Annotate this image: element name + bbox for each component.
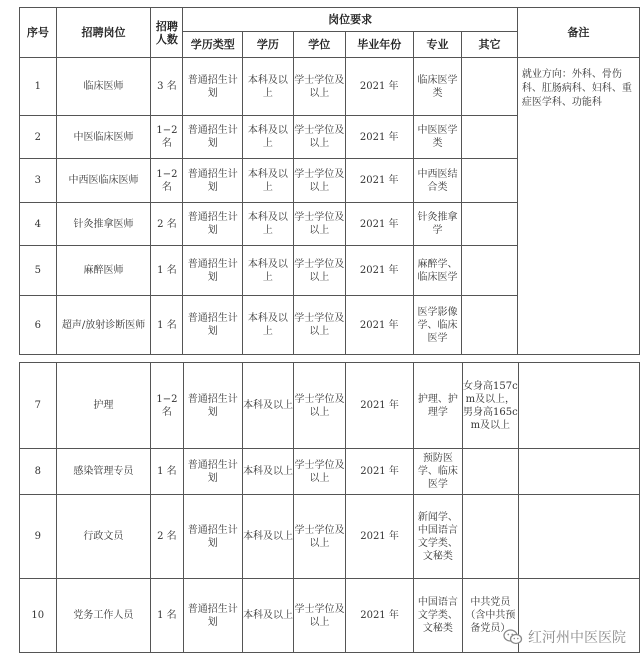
cell-position: 中西医临床医师 <box>56 159 151 203</box>
cell-grad-year: 2021 年 <box>345 203 413 246</box>
cell-grad-year: 2021 年 <box>345 579 413 653</box>
cell-seq: 9 <box>20 495 57 579</box>
cell-seq: 8 <box>20 449 57 495</box>
cell-seq: 4 <box>20 203 57 246</box>
header-degree: 学位 <box>293 32 345 58</box>
cell-education: 本科及以上 <box>242 203 293 246</box>
cell-education: 本科及以上 <box>242 246 293 296</box>
cell-edu-type: 普通招生计划 <box>183 296 242 355</box>
cell-count: 2 名 <box>151 495 183 579</box>
cell-position: 党务工作人员 <box>56 579 151 653</box>
cell-edu-type: 普通招生计划 <box>183 159 242 203</box>
cell-seq: 7 <box>20 363 57 449</box>
cell-edu-type: 普通招生计划 <box>183 363 243 449</box>
cell-degree: 学士学位及以上 <box>293 296 345 355</box>
cell-major: 临床医学类 <box>413 58 462 116</box>
recruitment-table-part1 <box>19 7 640 355</box>
cell-seq: 5 <box>20 246 57 296</box>
cell-edu-type: 普通招生计划 <box>183 495 243 579</box>
remarks-empty <box>518 363 639 449</box>
cell-seq: 3 <box>20 159 57 203</box>
header-education: 学历 <box>242 32 293 58</box>
cell-grad-year: 2021 年 <box>345 58 413 116</box>
cell-major: 新闻学、中国语言文学类、文秘类 <box>414 495 463 579</box>
cell-degree: 学士学位及以上 <box>294 495 346 579</box>
table-row <box>20 363 640 449</box>
watermark-text: 红河州中医医院 <box>528 630 626 646</box>
cell-count: 1 名 <box>151 449 183 495</box>
remarks-empty <box>518 495 639 579</box>
cell-major: 预防医学、临床医学 <box>414 449 463 495</box>
cell-position: 中医临床医师 <box>56 116 151 159</box>
cell-count: 2 名 <box>151 203 183 246</box>
cell-count: 1−2 名 <box>151 116 183 159</box>
cell-count: 3 名 <box>151 58 183 116</box>
cell-education: 本科及以上 <box>243 449 294 495</box>
header-remarks: 备注 <box>517 8 639 58</box>
cell-other <box>462 449 518 495</box>
cell-seq: 10 <box>20 579 57 653</box>
cell-degree: 学士学位及以上 <box>293 58 345 116</box>
cell-other <box>462 495 518 579</box>
table-row <box>20 449 640 495</box>
cell-major: 中医医学类 <box>413 116 462 159</box>
cell-position: 感染管理专员 <box>56 449 151 495</box>
table-row <box>20 58 640 116</box>
recruitment-table-part2 <box>19 362 640 653</box>
cell-edu-type: 普通招生计划 <box>183 203 242 246</box>
header-requirements: 岗位要求 <box>183 8 517 32</box>
cell-other <box>462 203 518 246</box>
cell-major: 麻醉学、临床医学 <box>413 246 462 296</box>
cell-grad-year: 2021 年 <box>345 495 413 579</box>
cell-major: 中国语言文学类、文秘类 <box>414 579 463 653</box>
cell-education: 本科及以上 <box>243 363 294 449</box>
cell-other <box>462 58 518 116</box>
cell-education: 本科及以上 <box>242 116 293 159</box>
cell-degree: 学士学位及以上 <box>293 116 345 159</box>
cell-other <box>462 159 518 203</box>
cell-other <box>462 296 518 355</box>
cell-grad-year: 2021 年 <box>345 116 413 159</box>
cell-seq: 1 <box>20 58 57 116</box>
cell-count: 1−2 名 <box>151 159 183 203</box>
cell-other <box>462 246 518 296</box>
cell-grad-year: 2021 年 <box>345 449 413 495</box>
table-row <box>20 495 640 579</box>
cell-edu-type: 普通招生计划 <box>183 116 242 159</box>
cell-position: 超声/放射诊断医师 <box>56 296 151 355</box>
cell-position: 针灸推拿医师 <box>56 203 151 246</box>
cell-count: 1 名 <box>151 579 183 653</box>
header-grad-year: 毕业年份 <box>345 32 413 58</box>
cell-seq: 2 <box>20 116 57 159</box>
cell-other <box>462 116 518 159</box>
cell-seq: 6 <box>20 296 57 355</box>
header-major: 专业 <box>413 32 462 58</box>
cell-degree: 学士学位及以上 <box>293 203 345 246</box>
cell-other: 女身高157cm及以上，男身高165cm及以上 <box>462 363 518 449</box>
cell-education: 本科及以上 <box>243 495 294 579</box>
cell-major: 针灸推拿学 <box>413 203 462 246</box>
header-edu-type: 学历类型 <box>183 32 242 58</box>
cell-major: 中西医结合类 <box>413 159 462 203</box>
cell-grad-year: 2021 年 <box>345 159 413 203</box>
cell-position: 护理 <box>56 363 151 449</box>
cell-edu-type: 普通招生计划 <box>183 246 242 296</box>
cell-education: 本科及以上 <box>243 579 294 653</box>
cell-count: 1 名 <box>151 246 183 296</box>
header-count: 招聘人数 <box>151 8 183 58</box>
cell-count: 1−2 名 <box>151 363 183 449</box>
cell-grad-year: 2021 年 <box>345 296 413 355</box>
cell-degree: 学士学位及以上 <box>293 246 345 296</box>
cell-education: 本科及以上 <box>242 296 293 355</box>
cell-degree: 学士学位及以上 <box>294 449 346 495</box>
header-position: 招聘岗位 <box>56 8 151 58</box>
cell-degree: 学士学位及以上 <box>294 363 346 449</box>
cell-degree: 学士学位及以上 <box>293 159 345 203</box>
cell-edu-type: 普通招生计划 <box>183 449 243 495</box>
header-seq: 序号 <box>20 8 57 58</box>
header-other: 其它 <box>462 32 518 58</box>
cell-other: 中共党员（含中共预备党员） <box>462 579 518 653</box>
cell-position: 临床医师 <box>56 58 151 116</box>
cell-position: 麻醉医师 <box>56 246 151 296</box>
cell-position: 行政文员 <box>56 495 151 579</box>
cell-major: 医学影像学、临床医学 <box>413 296 462 355</box>
cell-edu-type: 普通招生计划 <box>183 579 243 653</box>
cell-education: 本科及以上 <box>242 159 293 203</box>
cell-grad-year: 2021 年 <box>345 246 413 296</box>
remarks-empty <box>518 449 639 495</box>
remarks-cell: 就业方向：外科、骨伤科、肛肠病科、妇科、重症医学科、功能科 <box>517 58 639 355</box>
watermark <box>503 627 626 647</box>
cell-grad-year: 2021 年 <box>345 363 413 449</box>
cell-education: 本科及以上 <box>242 58 293 116</box>
wechat-icon <box>503 629 523 645</box>
cell-edu-type: 普通招生计划 <box>183 58 242 116</box>
cell-count: 1 名 <box>151 296 183 355</box>
cell-major: 护理、护理学 <box>414 363 463 449</box>
cell-degree: 学士学位及以上 <box>294 579 346 653</box>
